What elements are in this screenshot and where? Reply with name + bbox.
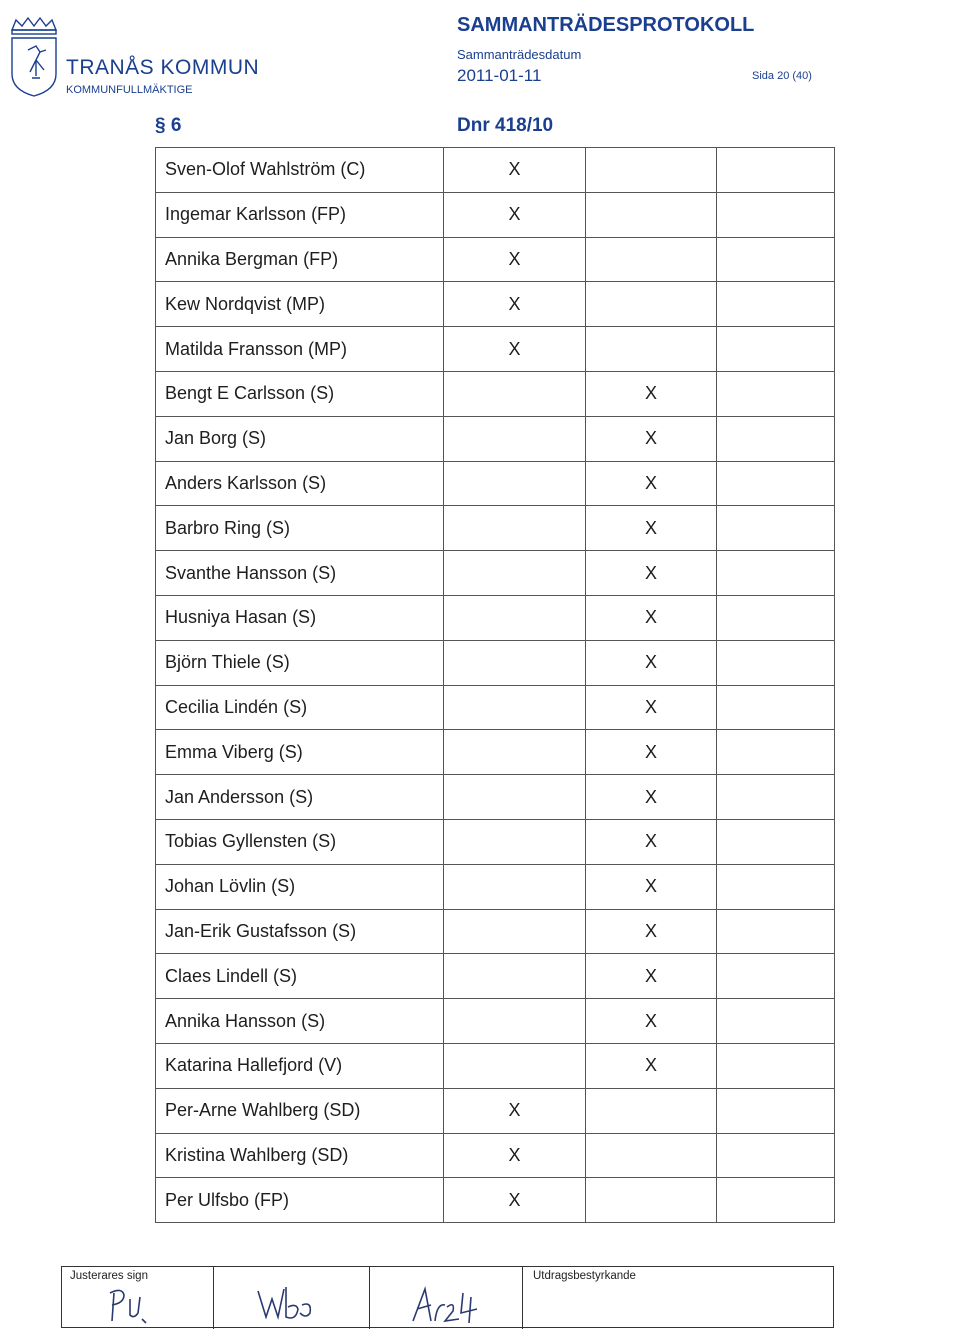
organization-department: KOMMUNFULLMÄKTIGE bbox=[66, 84, 193, 96]
extract-cell bbox=[523, 1267, 835, 1329]
vote-column-3-cell bbox=[717, 282, 835, 327]
vote-column-3-cell bbox=[717, 819, 835, 864]
table-row bbox=[156, 595, 835, 640]
member-name-cell: Bengt E Carlsson (S) bbox=[156, 371, 444, 416]
table-row bbox=[156, 148, 835, 193]
table-row bbox=[156, 416, 835, 461]
member-name-cell: Björn Thiele (S) bbox=[156, 640, 444, 685]
table-row bbox=[156, 1133, 835, 1178]
vote-column-1-cell: X bbox=[444, 282, 586, 327]
vote-column-1-cell bbox=[444, 461, 586, 506]
table-row bbox=[156, 461, 835, 506]
member-name-cell: Kristina Wahlberg (SD) bbox=[156, 1133, 444, 1178]
vote-column-3-cell bbox=[717, 864, 835, 909]
table-row bbox=[156, 371, 835, 416]
vote-column-1-cell bbox=[444, 775, 586, 820]
vote-column-3-cell bbox=[717, 327, 835, 372]
member-name-cell: Ingemar Karlsson (FP) bbox=[156, 192, 444, 237]
vote-column-2-cell: X bbox=[586, 595, 717, 640]
vote-column-1-cell bbox=[444, 999, 586, 1044]
vote-column-2-cell: X bbox=[586, 461, 717, 506]
member-name-cell: Jan-Erik Gustafsson (S) bbox=[156, 909, 444, 954]
vote-column-3-cell bbox=[717, 551, 835, 596]
vote-column-1-cell bbox=[444, 1043, 586, 1088]
member-name-cell: Svanthe Hansson (S) bbox=[156, 551, 444, 596]
member-name-cell: Matilda Fransson (MP) bbox=[156, 327, 444, 372]
vote-column-3-cell bbox=[717, 1178, 835, 1223]
vote-table bbox=[155, 147, 835, 1223]
member-name-cell: Kew Nordqvist (MP) bbox=[156, 282, 444, 327]
vote-column-1-cell bbox=[444, 640, 586, 685]
vote-column-2-cell bbox=[586, 1088, 717, 1133]
vote-column-3-cell bbox=[717, 775, 835, 820]
member-name-cell: Jan Andersson (S) bbox=[156, 775, 444, 820]
vote-column-3-cell bbox=[717, 999, 835, 1044]
vote-column-3-cell bbox=[717, 685, 835, 730]
vote-column-3-cell bbox=[717, 730, 835, 775]
vote-column-1-cell bbox=[444, 371, 586, 416]
vote-column-1-cell bbox=[444, 864, 586, 909]
member-name-cell: Jan Borg (S) bbox=[156, 416, 444, 461]
vote-column-2-cell: X bbox=[586, 819, 717, 864]
vote-column-2-cell bbox=[586, 192, 717, 237]
table-row bbox=[156, 192, 835, 237]
vote-column-1-cell bbox=[444, 685, 586, 730]
vote-column-3-cell bbox=[717, 148, 835, 193]
table-row bbox=[156, 864, 835, 909]
signature-footer bbox=[61, 1266, 834, 1328]
vote-column-1-cell: X bbox=[444, 1088, 586, 1133]
table-row bbox=[156, 282, 835, 327]
vote-column-3-cell bbox=[717, 506, 835, 551]
vote-column-2-cell: X bbox=[586, 1043, 717, 1088]
table-row bbox=[156, 551, 835, 596]
vote-column-3-cell bbox=[717, 371, 835, 416]
member-name-cell: Anders Karlsson (S) bbox=[156, 461, 444, 506]
member-name-cell: Per-Arne Wahlberg (SD) bbox=[156, 1088, 444, 1133]
member-name-cell: Annika Hansson (S) bbox=[156, 999, 444, 1044]
member-name-cell: Tobias Gyllensten (S) bbox=[156, 819, 444, 864]
member-name-cell: Katarina Hallefjord (V) bbox=[156, 1043, 444, 1088]
vote-column-2-cell: X bbox=[586, 775, 717, 820]
meeting-date-label: Sammanträdesdatum bbox=[457, 47, 582, 62]
handwritten-signature-3 bbox=[407, 1283, 487, 1327]
table-row bbox=[156, 685, 835, 730]
vote-column-3-cell bbox=[717, 1088, 835, 1133]
member-name-cell: Per Ulfsbo (FP) bbox=[156, 1178, 444, 1223]
vote-column-2-cell bbox=[586, 1178, 717, 1223]
vote-column-3-cell bbox=[717, 909, 835, 954]
vote-column-2-cell bbox=[586, 1133, 717, 1178]
handwritten-signature-1 bbox=[102, 1285, 162, 1327]
table-row bbox=[156, 237, 835, 282]
vote-column-3-cell bbox=[717, 192, 835, 237]
paragraph-number: § 6 bbox=[155, 115, 182, 136]
table-row bbox=[156, 775, 835, 820]
vote-column-1-cell bbox=[444, 416, 586, 461]
table-row bbox=[156, 730, 835, 775]
member-name-cell: Husniya Hasan (S) bbox=[156, 595, 444, 640]
meeting-date: 2011-01-11 bbox=[457, 66, 542, 85]
vote-column-3-cell bbox=[717, 237, 835, 282]
vote-column-1-cell: X bbox=[444, 237, 586, 282]
table-row bbox=[156, 506, 835, 551]
municipal-crest-icon bbox=[6, 16, 62, 100]
vote-column-2-cell: X bbox=[586, 506, 717, 551]
vote-table-body bbox=[156, 148, 835, 1223]
table-row bbox=[156, 819, 835, 864]
vote-column-3-cell bbox=[717, 416, 835, 461]
member-name-cell: Sven-Olof Wahlström (C) bbox=[156, 148, 444, 193]
vote-column-3-cell bbox=[717, 461, 835, 506]
vote-column-1-cell: X bbox=[444, 327, 586, 372]
vote-column-1-cell: X bbox=[444, 1178, 586, 1223]
vote-column-1-cell: X bbox=[444, 192, 586, 237]
member-name-cell: Emma Viberg (S) bbox=[156, 730, 444, 775]
page-number: Sida 20 (40) bbox=[752, 70, 812, 82]
table-row bbox=[156, 1088, 835, 1133]
table-row bbox=[156, 954, 835, 999]
document-title: SAMMANTRÄDESPROTOKOLL bbox=[457, 14, 755, 36]
vote-column-1-cell bbox=[444, 551, 586, 596]
organization-name: TRANÅS KOMMUN bbox=[66, 56, 260, 79]
signature-label: Justerares sign bbox=[70, 1270, 148, 1282]
vote-column-2-cell bbox=[586, 327, 717, 372]
vote-column-3-cell bbox=[717, 1133, 835, 1178]
vote-column-2-cell: X bbox=[586, 864, 717, 909]
vote-column-2-cell bbox=[586, 282, 717, 327]
vote-column-1-cell: X bbox=[444, 148, 586, 193]
vote-column-1-cell: X bbox=[444, 1133, 586, 1178]
vote-column-3-cell bbox=[717, 954, 835, 999]
vote-column-2-cell: X bbox=[586, 551, 717, 596]
vote-column-2-cell: X bbox=[586, 999, 717, 1044]
vote-column-2-cell: X bbox=[586, 909, 717, 954]
vote-column-2-cell: X bbox=[586, 640, 717, 685]
vote-column-2-cell: X bbox=[586, 730, 717, 775]
vote-column-2-cell: X bbox=[586, 371, 717, 416]
vote-column-1-cell bbox=[444, 954, 586, 999]
vote-column-2-cell: X bbox=[586, 685, 717, 730]
vote-column-1-cell bbox=[444, 819, 586, 864]
member-name-cell: Barbro Ring (S) bbox=[156, 506, 444, 551]
case-number: Dnr 418/10 bbox=[457, 115, 554, 136]
member-name-cell: Johan Lövlin (S) bbox=[156, 864, 444, 909]
table-row bbox=[156, 640, 835, 685]
vote-column-2-cell: X bbox=[586, 954, 717, 999]
vote-column-2-cell bbox=[586, 237, 717, 282]
table-row bbox=[156, 1043, 835, 1088]
vote-column-2-cell bbox=[586, 148, 717, 193]
vote-column-1-cell bbox=[444, 506, 586, 551]
handwritten-signature-2 bbox=[252, 1281, 322, 1325]
vote-column-3-cell bbox=[717, 595, 835, 640]
table-row bbox=[156, 909, 835, 954]
table-row bbox=[156, 1178, 835, 1223]
vote-column-1-cell bbox=[444, 730, 586, 775]
extract-certification-label: Utdragsbestyrkande bbox=[533, 1270, 636, 1282]
vote-column-3-cell bbox=[717, 640, 835, 685]
vote-column-2-cell: X bbox=[586, 416, 717, 461]
member-name-cell: Claes Lindell (S) bbox=[156, 954, 444, 999]
vote-column-3-cell bbox=[717, 1043, 835, 1088]
table-row bbox=[156, 999, 835, 1044]
table-row bbox=[156, 327, 835, 372]
vote-column-1-cell bbox=[444, 595, 586, 640]
member-name-cell: Cecilia Lindén (S) bbox=[156, 685, 444, 730]
vote-column-1-cell bbox=[444, 909, 586, 954]
member-name-cell: Annika Bergman (FP) bbox=[156, 237, 444, 282]
